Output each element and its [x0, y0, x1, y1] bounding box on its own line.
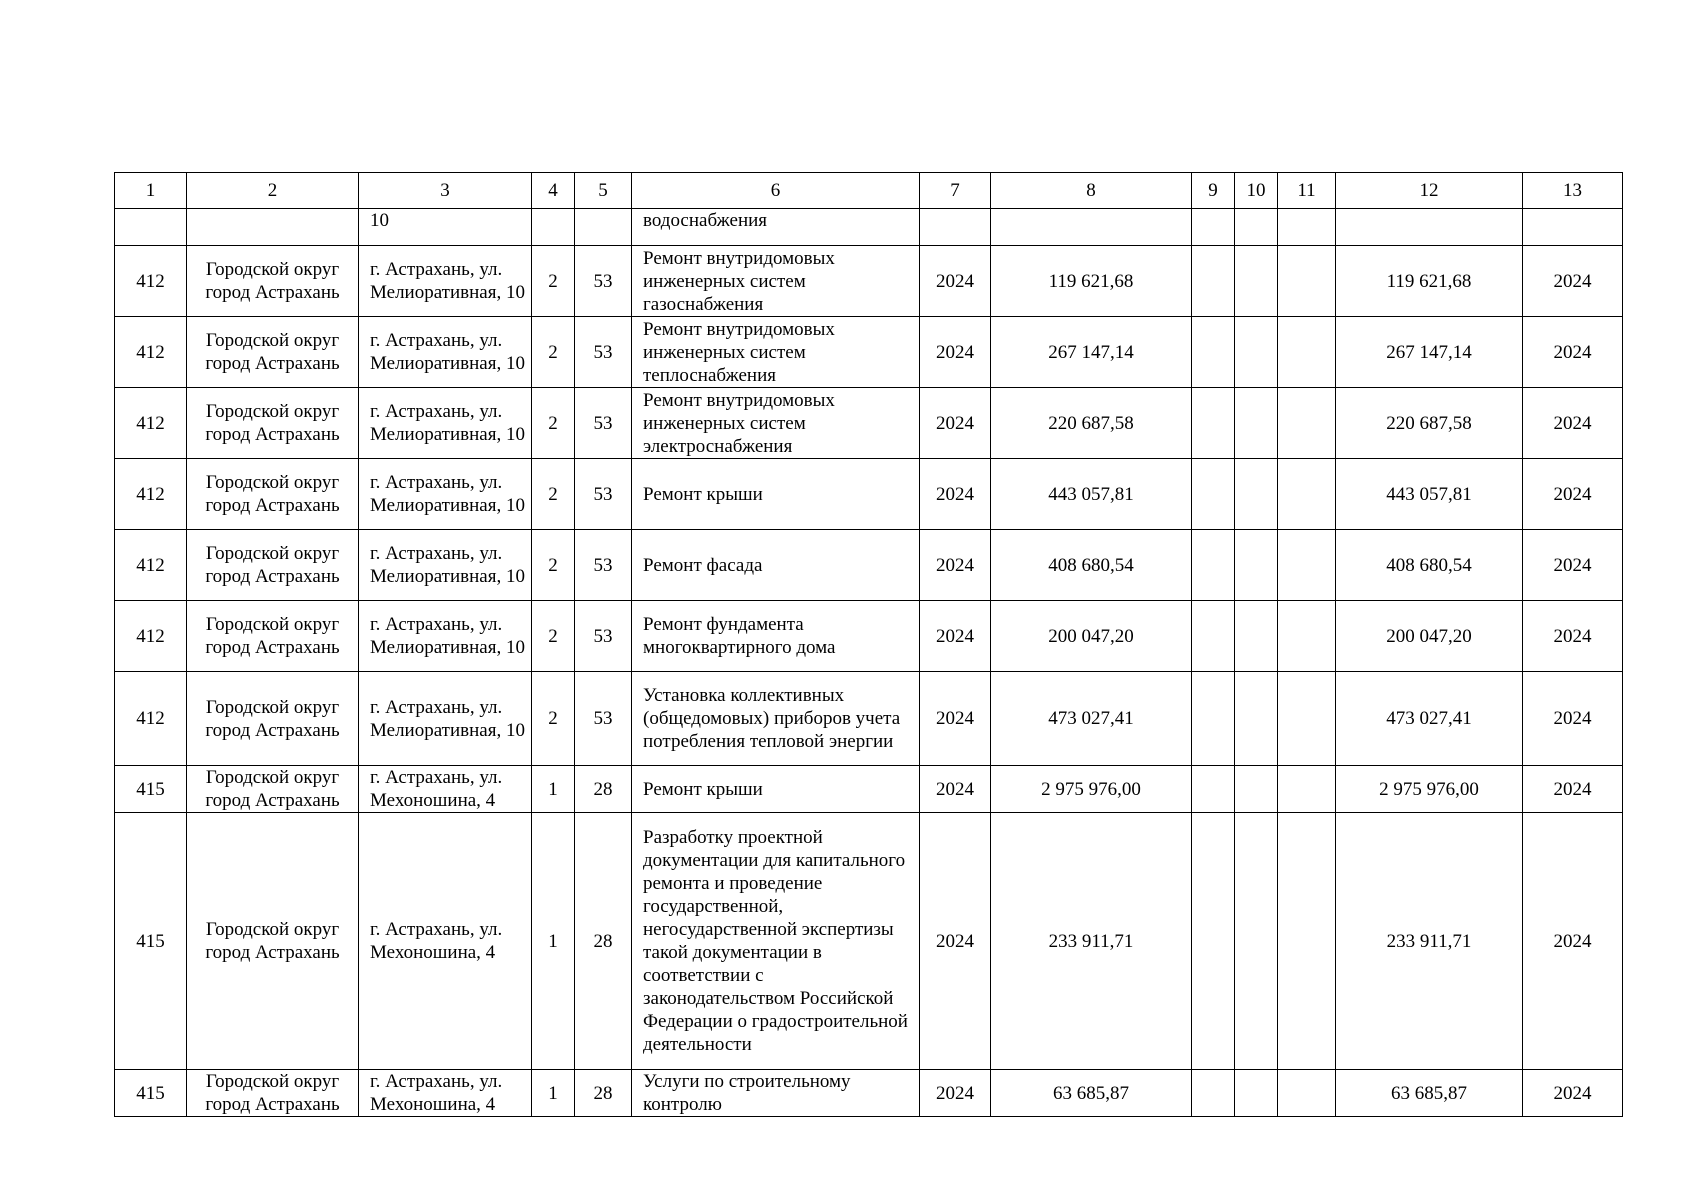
- cell-col5: 53: [575, 530, 632, 601]
- cell-amount: 473 027,41: [1336, 672, 1523, 766]
- cell-total-cost: 473 027,41: [991, 672, 1192, 766]
- cell-col4: 1: [532, 1070, 575, 1117]
- cell-address: 10: [359, 209, 532, 246]
- cell-year-end: 2024: [1523, 672, 1623, 766]
- cell-col10: [1235, 459, 1278, 530]
- cell-col4: 1: [532, 813, 575, 1070]
- cell-amount: 2 975 976,00: [1336, 766, 1523, 813]
- cell-col9: [1192, 813, 1235, 1070]
- cell-year-end: 2024: [1523, 459, 1623, 530]
- cell-col11: [1278, 459, 1336, 530]
- cell-work: Услуги по строительному контролю: [632, 1070, 920, 1117]
- table-row: [115, 601, 1623, 672]
- cell-col9: [1192, 601, 1235, 672]
- cell-year: 2024: [920, 530, 991, 601]
- cell-amount: 63 685,87: [1336, 1070, 1523, 1117]
- cell-work: Ремонт внутридомовых инженерных систем газоснабжения: [632, 246, 920, 317]
- cell-municipality: Городской округ город Астрахань: [187, 246, 359, 317]
- cell-year: 2024: [920, 246, 991, 317]
- table-row: [115, 388, 1623, 459]
- cell-work: Ремонт фасада: [632, 530, 920, 601]
- cell-year: 2024: [920, 388, 991, 459]
- table-row: [115, 672, 1623, 766]
- capital-repair-table: [114, 172, 1623, 1117]
- cell-work: Ремонт фундамента многоквартирного дома: [632, 601, 920, 672]
- cell-empty: [532, 209, 575, 246]
- cell-col10: [1235, 1070, 1278, 1117]
- cell-amount: 200 047,20: [1336, 601, 1523, 672]
- cell-address: г. Астрахань, ул. Мехоношина, 4: [359, 1070, 532, 1117]
- cell-address: г. Астрахань, ул. Мелиоративная, 10: [359, 459, 532, 530]
- table-row: [115, 766, 1623, 813]
- cell-col5: 53: [575, 317, 632, 388]
- table-row: [115, 1070, 1623, 1117]
- cell-address: г. Астрахань, ул. Мелиоративная, 10: [359, 601, 532, 672]
- cell-col5: 53: [575, 672, 632, 766]
- cell-work: Установка коллективных (общедомовых) приборов учета потребления тепловой энергии: [632, 672, 920, 766]
- cell-number: 415: [115, 813, 187, 1070]
- table-row: [115, 813, 1623, 1070]
- cell-amount: 119 621,68: [1336, 246, 1523, 317]
- cell-empty: [1523, 209, 1623, 246]
- cell-municipality: Городской округ город Астрахань: [187, 813, 359, 1070]
- cell-total-cost: 267 147,14: [991, 317, 1192, 388]
- cell-number: 412: [115, 317, 187, 388]
- column-number: 3: [359, 173, 532, 209]
- column-number: 11: [1278, 173, 1336, 209]
- cell-total-cost: 408 680,54: [991, 530, 1192, 601]
- column-number: 10: [1235, 173, 1278, 209]
- cell-amount: 443 057,81: [1336, 459, 1523, 530]
- cell-number: 412: [115, 246, 187, 317]
- column-number-row: [115, 173, 1623, 209]
- table-row: [115, 317, 1623, 388]
- cell-year-end: 2024: [1523, 813, 1623, 1070]
- cell-municipality: Городской округ город Астрахань: [187, 1070, 359, 1117]
- cell-col4: 2: [532, 530, 575, 601]
- cell-col5: 53: [575, 601, 632, 672]
- column-number: 8: [991, 173, 1192, 209]
- cell-col11: [1278, 388, 1336, 459]
- cell-address: г. Астрахань, ул. Мелиоративная, 10: [359, 530, 532, 601]
- cell-address: г. Астрахань, ул. Мелиоративная, 10: [359, 246, 532, 317]
- column-number: 4: [532, 173, 575, 209]
- cell-empty: [1192, 209, 1235, 246]
- cell-col4: 2: [532, 459, 575, 530]
- cell-year-end: 2024: [1523, 1070, 1623, 1117]
- cell-col9: [1192, 766, 1235, 813]
- cell-municipality: Городской округ город Астрахань: [187, 317, 359, 388]
- cell-col9: [1192, 1070, 1235, 1117]
- cell-empty: [1278, 209, 1336, 246]
- cell-col5: 53: [575, 246, 632, 317]
- cell-address: г. Астрахань, ул. Мехоношина, 4: [359, 766, 532, 813]
- cell-col9: [1192, 459, 1235, 530]
- cell-col10: [1235, 766, 1278, 813]
- cell-col5: 28: [575, 766, 632, 813]
- cell-col5: 28: [575, 1070, 632, 1117]
- cell-amount: 267 147,14: [1336, 317, 1523, 388]
- column-number: 6: [632, 173, 920, 209]
- cell-number: 412: [115, 530, 187, 601]
- cell-year: 2024: [920, 459, 991, 530]
- cell-col4: 2: [532, 388, 575, 459]
- cell-amount: 233 911,71: [1336, 813, 1523, 1070]
- cell-amount: 220 687,58: [1336, 388, 1523, 459]
- cell-number: 415: [115, 766, 187, 813]
- cell-col5: 53: [575, 388, 632, 459]
- cell-municipality: Городской округ город Астрахань: [187, 459, 359, 530]
- cell-year-end: 2024: [1523, 317, 1623, 388]
- cell-year: 2024: [920, 813, 991, 1070]
- cell-year-end: 2024: [1523, 388, 1623, 459]
- table-row: [115, 530, 1623, 601]
- cell-number: 412: [115, 459, 187, 530]
- cell-address: г. Астрахань, ул. Мелиоративная, 10: [359, 388, 532, 459]
- cell-col4: 2: [532, 317, 575, 388]
- cell-total-cost: 220 687,58: [991, 388, 1192, 459]
- column-number: 5: [575, 173, 632, 209]
- cell-work: Ремонт крыши: [632, 766, 920, 813]
- cell-municipality: Городской округ город Астрахань: [187, 766, 359, 813]
- cell-work: водоснабжения: [632, 209, 920, 246]
- cell-col11: [1278, 672, 1336, 766]
- cell-col10: [1235, 317, 1278, 388]
- cell-work: Ремонт внутридомовых инженерных систем теплоснабжения: [632, 317, 920, 388]
- cell-col11: [1278, 317, 1336, 388]
- cell-col5: 28: [575, 813, 632, 1070]
- cell-empty: [920, 209, 991, 246]
- cell-col5: 53: [575, 459, 632, 530]
- cell-col11: [1278, 1070, 1336, 1117]
- cell-number: 412: [115, 388, 187, 459]
- cell-col4: 2: [532, 601, 575, 672]
- table-row: [115, 459, 1623, 530]
- cell-number: 412: [115, 601, 187, 672]
- cell-municipality: Городской округ город Астрахань: [187, 388, 359, 459]
- cell-empty: [115, 209, 187, 246]
- cell-total-cost: 63 685,87: [991, 1070, 1192, 1117]
- cell-number: 415: [115, 1070, 187, 1117]
- column-number: 9: [1192, 173, 1235, 209]
- cell-year: 2024: [920, 672, 991, 766]
- column-number: 2: [187, 173, 359, 209]
- cell-col9: [1192, 317, 1235, 388]
- cell-address: г. Астрахань, ул. Мелиоративная, 10: [359, 317, 532, 388]
- column-number: 1: [115, 173, 187, 209]
- cell-amount: 408 680,54: [1336, 530, 1523, 601]
- cell-col9: [1192, 672, 1235, 766]
- cell-empty: [187, 209, 359, 246]
- continuation-row: [115, 209, 1623, 246]
- cell-col10: [1235, 530, 1278, 601]
- cell-col10: [1235, 813, 1278, 1070]
- cell-total-cost: 233 911,71: [991, 813, 1192, 1070]
- cell-empty: [575, 209, 632, 246]
- cell-col4: 2: [532, 672, 575, 766]
- cell-number: 412: [115, 672, 187, 766]
- cell-col4: 2: [532, 246, 575, 317]
- column-number: 13: [1523, 173, 1623, 209]
- column-number: 7: [920, 173, 991, 209]
- cell-col9: [1192, 388, 1235, 459]
- cell-municipality: Городской округ город Астрахань: [187, 530, 359, 601]
- cell-col4: 1: [532, 766, 575, 813]
- cell-col11: [1278, 246, 1336, 317]
- cell-col9: [1192, 246, 1235, 317]
- cell-col10: [1235, 601, 1278, 672]
- cell-municipality: Городской округ город Астрахань: [187, 672, 359, 766]
- cell-empty: [991, 209, 1192, 246]
- cell-address: г. Астрахань, ул. Мелиоративная, 10: [359, 672, 532, 766]
- cell-year-end: 2024: [1523, 530, 1623, 601]
- cell-col9: [1192, 530, 1235, 601]
- cell-year-end: 2024: [1523, 766, 1623, 813]
- cell-col11: [1278, 766, 1336, 813]
- cell-empty: [1336, 209, 1523, 246]
- cell-work: Разработку проектной документации для капитального ремонта и проведение государственной, негосударственной экспертизы такой документации в соответствии с законодательством Российской Федерации о градостроительной деятельности: [632, 813, 920, 1070]
- cell-col11: [1278, 601, 1336, 672]
- cell-total-cost: 200 047,20: [991, 601, 1192, 672]
- table-row: [115, 246, 1623, 317]
- cell-col11: [1278, 530, 1336, 601]
- cell-col10: [1235, 388, 1278, 459]
- column-number: 12: [1336, 173, 1523, 209]
- cell-empty: [1235, 209, 1278, 246]
- cell-total-cost: 2 975 976,00: [991, 766, 1192, 813]
- cell-work: Ремонт внутридомовых инженерных систем электроснабжения: [632, 388, 920, 459]
- cell-work: Ремонт крыши: [632, 459, 920, 530]
- cell-total-cost: 119 621,68: [991, 246, 1192, 317]
- cell-address: г. Астрахань, ул. Мехоношина, 4: [359, 813, 532, 1070]
- cell-year: 2024: [920, 317, 991, 388]
- cell-year-end: 2024: [1523, 246, 1623, 317]
- cell-col10: [1235, 246, 1278, 317]
- cell-year: 2024: [920, 1070, 991, 1117]
- cell-total-cost: 443 057,81: [991, 459, 1192, 530]
- cell-year-end: 2024: [1523, 601, 1623, 672]
- cell-col10: [1235, 672, 1278, 766]
- cell-year: 2024: [920, 601, 991, 672]
- cell-year: 2024: [920, 766, 991, 813]
- cell-municipality: Городской округ город Астрахань: [187, 601, 359, 672]
- cell-col11: [1278, 813, 1336, 1070]
